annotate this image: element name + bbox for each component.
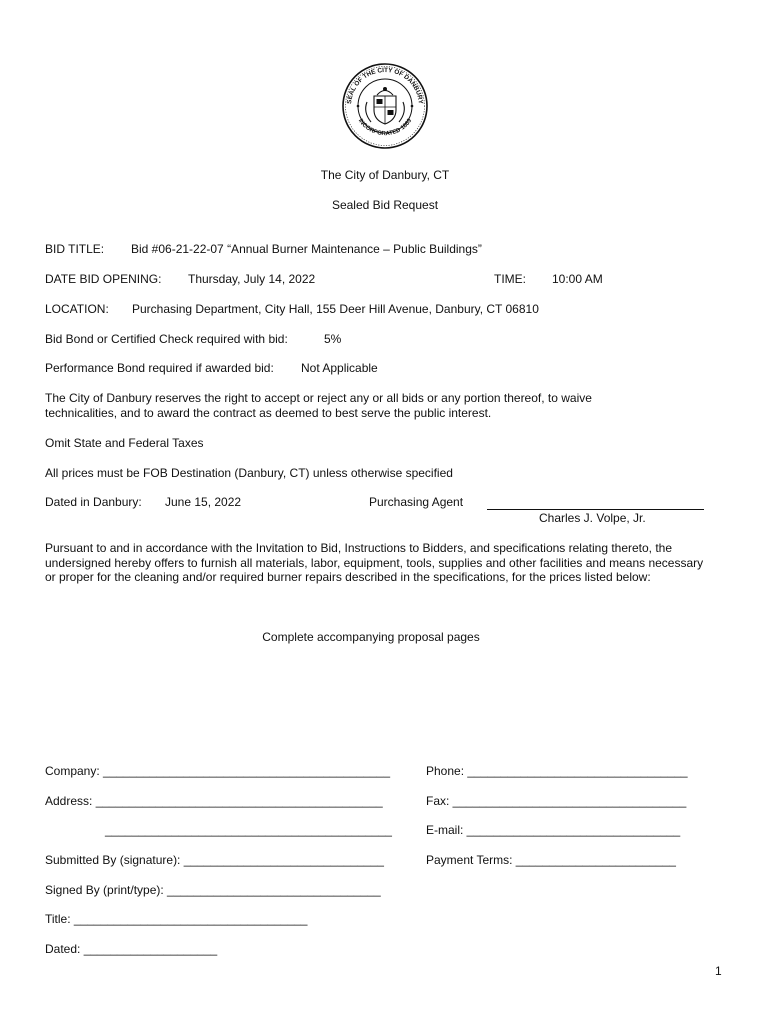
bid-title-value: Bid #06-21-22-07 “Annual Burner Maintenance – Public Buildings” (131, 242, 482, 256)
bid-title-label: BID TITLE: (45, 242, 105, 256)
agent-signature-line (487, 509, 704, 510)
city-heading: The City of Danbury, CT (320, 168, 450, 182)
fob-text: All prices must be FOB Destination (Danbury, CT) unless otherwise specified (45, 466, 453, 480)
address-line-2-field[interactable]: ___________________________________________ (105, 823, 392, 837)
bid-opening-date-label: DATE BID OPENING: (45, 272, 162, 286)
page-number: 1 (715, 964, 722, 978)
dated-label: Dated in Danbury: (45, 495, 142, 509)
performance-bond-value: Not Applicable (301, 361, 378, 375)
reserve-rights-paragraph: The City of Danbury reserves the right to accept or reject any or all bids or any portion thereof, to waive technicalities, and to award the contract as deemed to best serve the public interest. (45, 391, 592, 420)
email-field[interactable]: E-mail: ________________________________ (426, 823, 681, 837)
submitted-by-field[interactable]: Submitted By (signature): ______________________________ (45, 853, 384, 867)
title-field[interactable]: Title: ___________________________________ (45, 912, 308, 926)
signed-by-field[interactable]: Signed By (print/type): ________________________________ (45, 883, 381, 897)
bid-bond-value: 5% (324, 332, 342, 346)
pursuant-paragraph: Pursuant to and in accordance with the Invitation to Bid, Instructions to Bidders, and specifications relating thereto, the undersigned hereby offers to furnish all materials, labor, equipment, tools, supplies and other facilities and means necessary or proper for the cleaning and/or required burner repairs described in the specifications, for the prices listed below: (45, 541, 704, 584)
bid-opening-date-value: Thursday, July 14, 2022 (188, 272, 316, 286)
complete-proposal-text: Complete accompanying proposal pages (262, 630, 480, 644)
omit-taxes-text: Omit State and Federal Taxes (45, 436, 204, 450)
performance-bond-label: Performance Bond required if awarded bid: (45, 361, 274, 375)
bid-time-label: TIME: (494, 272, 526, 286)
fax-field[interactable]: Fax: ___________________________________ (426, 794, 687, 808)
location-value: Purchasing Department, City Hall, 155 Deer Hill Avenue, Danbury, CT 06810 (132, 302, 539, 316)
location-label: LOCATION: (45, 302, 109, 316)
bid-bond-label: Bid Bond or Certified Check required with bid: (45, 332, 288, 346)
company-field[interactable]: Company: ___________________________________________ (45, 764, 390, 778)
dated-value: June 15, 2022 (165, 495, 242, 509)
document-subtitle: Sealed Bid Request (331, 198, 439, 212)
purchasing-agent-label: Purchasing Agent (369, 495, 464, 509)
svg-text:SEAL OF THE CITY OF DANBURY: SEAL OF THE CITY OF DANBURY (346, 66, 424, 105)
dated-field[interactable]: Dated: ____________________ (45, 942, 218, 956)
city-seal-logo (341, 62, 429, 150)
address-field[interactable]: Address: ___________________________________________ (45, 794, 383, 808)
bid-time-value: 10:00 AM (552, 272, 603, 286)
svg-text:INCORPORATED 1889: INCORPORATED 1889 (356, 118, 414, 138)
phone-field[interactable]: Phone: _________________________________ (426, 764, 688, 778)
purchasing-agent-name: Charles J. Volpe, Jr. (539, 511, 646, 525)
payment-terms-field[interactable]: Payment Terms: ________________________ (426, 853, 676, 867)
